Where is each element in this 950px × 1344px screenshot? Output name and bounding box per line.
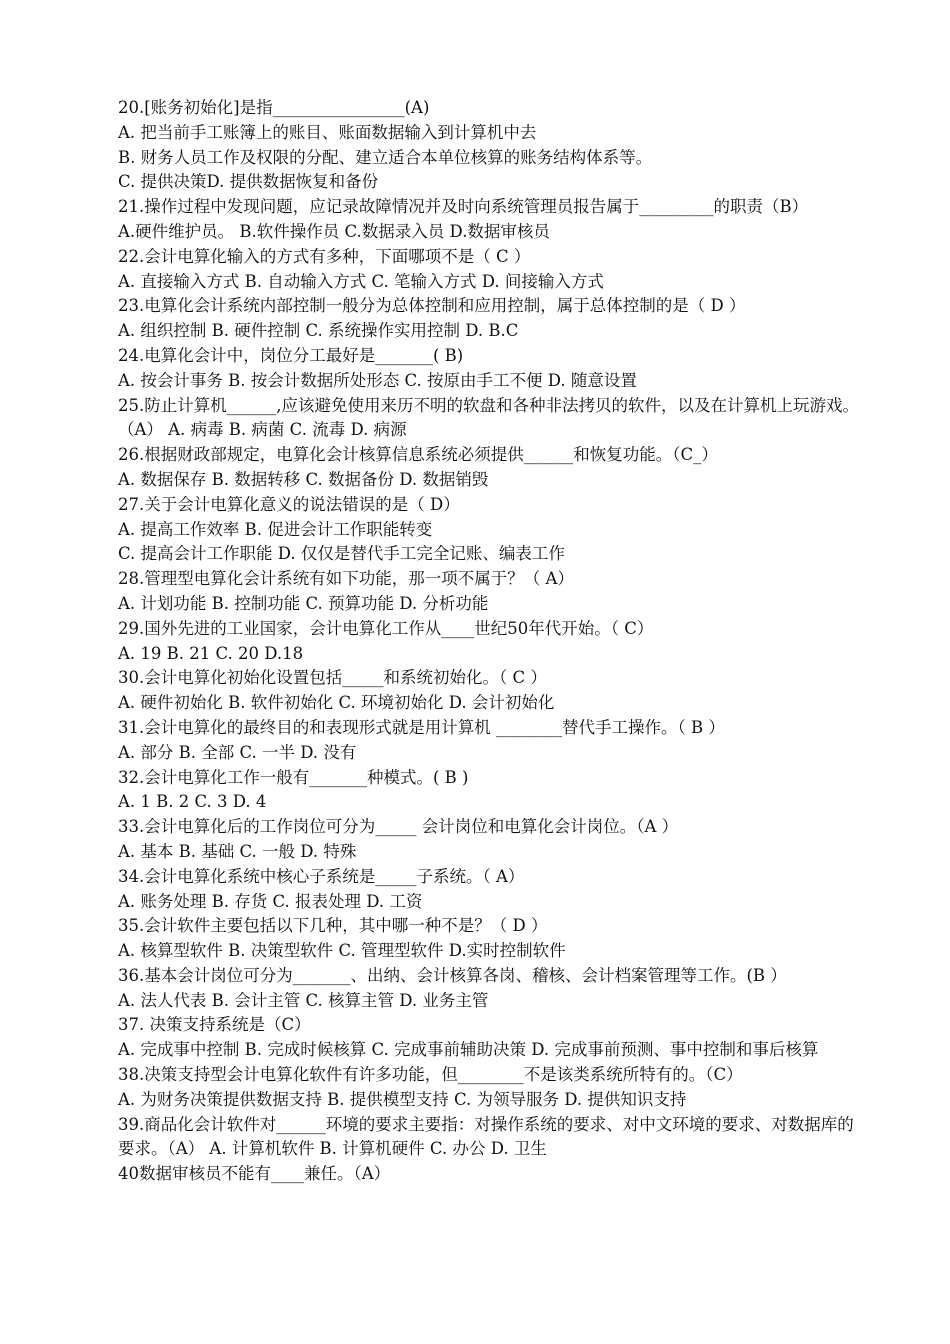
question-20-options-c-d: C. 提供决策D. 提供数据恢复和备份 xyxy=(118,172,379,192)
question-26-text: 26.根据财政部规定，电算化会计核算信息系统必须提供______和恢复功能。（C_） xyxy=(118,445,718,465)
question-31-text: 31.会计电算化的最终目的和表现形式就是用计算机 ________替代手工操作。（ B ） xyxy=(118,717,725,737)
question-37-text: 37. 决策支持系统是（C） xyxy=(118,1015,311,1035)
question-23-options: A. 组织控制 B. 硬件控制 C. 系统操作实用控制 D. B.C xyxy=(118,321,519,341)
question-38-text: 38.决策支持型会计电算化软件有许多功能，但________不是该类系统所特有的。（C） xyxy=(118,1065,743,1085)
question-33-text: 33.会计电算化后的工作岗位可分为_____ 会计岗位和电算化会计岗位。（A ） xyxy=(118,817,679,837)
question-29-text: 29.国外先进的工业国家，会计电算化工作从____世纪50年代开始。（ C） xyxy=(118,618,654,638)
question-22-text: 22.会计电算化输入的方式有多种，下面哪项不是（ C ） xyxy=(118,246,531,266)
question-21-text: 21.操作过程中发现问题，应记录故障情况并及时向系统管理员报告属于_________的职责（B） xyxy=(118,197,809,217)
question-34-text: 34.会计电算化系统中核心子系统是_____子系统。（ A） xyxy=(118,866,525,886)
question-24-options: A. 按会计事务 B. 按会计数据所处形态 C. 按原由手工不便 D. 随意设置 xyxy=(118,370,637,390)
question-28-text: 28.管理型电算化会计系统有如下功能，那一项不属于？（ A） xyxy=(118,569,574,589)
question-20-option-a: A. 把当前手工账簿上的账目、账面数据输入到计算机中去 xyxy=(118,122,537,142)
question-30-options: A. 硬件初始化 B. 软件初始化 C. 环境初始化 D. 会计初始化 xyxy=(118,693,555,713)
question-32-text: 32.会计电算化工作一般有_______种模式。( B ) xyxy=(118,767,469,787)
question-27-options-a-b: A. 提高工作效率 B. 促进会计工作职能转变 xyxy=(118,519,433,539)
question-24-text: 24.电算化会计中，岗位分工最好是_______( B) xyxy=(118,345,464,365)
question-39-text: 39.商品化会计软件对______环境的要求主要指：对操作系统的要求、对中文环境的要求、对数据库的要求。（A） A. 计算机软件 B. 计算机硬件 C. 办公 D. 卫生 xyxy=(118,1114,854,1159)
question-26-options: A. 数据保存 B. 数据转移 C. 数据备份 D. 数据销毁 xyxy=(118,469,489,489)
question-32-options: A. 1 B. 2 C. 3 D. 4 xyxy=(118,792,267,812)
question-20-option-b: B. 财务人员工作及权限的分配、建立适合本单位核算的账务结构体系等。 xyxy=(118,147,653,167)
question-27-text: 27.关于会计电算化意义的说法错误的是（ D） xyxy=(118,494,460,514)
question-35-text: 35.会计软件主要包括以下几种，其中哪一种不是？（ D ） xyxy=(118,916,548,936)
question-23-text: 23.电算化会计系统内部控制一般分为总体控制和应用控制，属于总体控制的是（ D ） xyxy=(118,296,746,316)
question-21-options: A.硬件维护员。 B.软件操作员 C.数据录入员 D.数据审核员 xyxy=(118,221,550,241)
question-30-text: 30.会计电算化初始化设置包括_____和系统初始化。（ C ） xyxy=(118,668,547,688)
question-36-options: A. 法人代表 B. 会计主管 C. 核算主管 D. 业务主管 xyxy=(118,990,489,1010)
question-31-options: A. 部分 B. 全部 C. 一半 D. 没有 xyxy=(118,742,357,762)
question-29-options: A. 19 B. 21 C. 20 D.18 xyxy=(118,643,304,663)
question-38-options: A. 为财务决策提供数据支持 B. 提供模型支持 C. 为领导服务 D. 提供知识支持 xyxy=(118,1089,687,1109)
question-34-options: A. 账务处理 B. 存货 C. 报表处理 D. 工资 xyxy=(118,891,423,911)
question-36-text: 36.基本会计岗位可分为_______、出纳、会计核算各岗、稽核、会计档案管理等工作。(B ） xyxy=(118,965,787,985)
question-40-text: 40数据审核员不能有____兼任。（A） xyxy=(118,1164,391,1184)
question-27-options-c-d: C. 提高会计工作职能 D. 仅仅是替代手工完全记账、编表工作 xyxy=(118,544,565,564)
question-28-options: A. 计划功能 B. 控制功能 C. 预算功能 D. 分析功能 xyxy=(118,593,489,613)
document-page xyxy=(118,96,863,1187)
question-35-options: A. 核算型软件 B. 决策型软件 C. 管理型软件 D.实时控制软件 xyxy=(118,941,566,961)
question-33-options: A. 基本 B. 基础 C. 一般 D. 特殊 xyxy=(118,841,357,861)
question-20-text: 20.[账务初始化]是指________________(A) xyxy=(118,98,430,117)
question-25-text: 25.防止计算机______,应该避免使用来历不明的软盘和各种非法拷贝的软件，以及在计算机上玩游戏。（A） A. 病毒 B. 病菌 C. 流毒 D. 病源 xyxy=(118,395,859,440)
question-37-options: A. 完成事中控制 B. 完成时候核算 C. 完成事前辅助决策 D. 完成事前预测、事中控制和事后核算 xyxy=(118,1040,819,1060)
question-22-options: A. 直接输入方式 B. 自动输入方式 C. 笔输入方式 D. 间接输入方式 xyxy=(118,271,604,291)
